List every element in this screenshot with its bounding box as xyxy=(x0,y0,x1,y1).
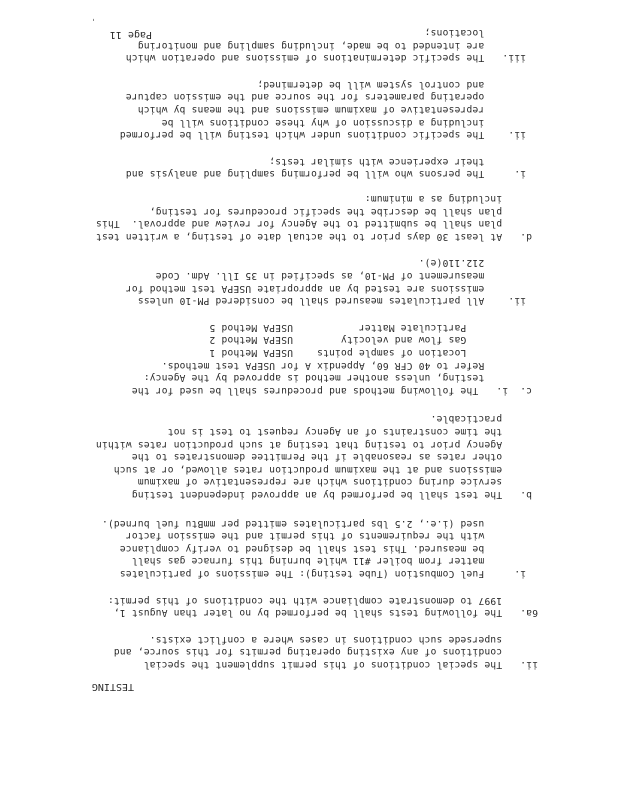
text-line: including as a minimum: xyxy=(364,193,538,204)
text-line: supersede such conditions in cases where a conflict exists. xyxy=(149,633,538,645)
text-line: ii. The specific conditions under which testing will be performed xyxy=(119,129,538,141)
section-heading: TESTING xyxy=(91,681,134,692)
text-line: conditions of any existing operating permits for this source, and xyxy=(113,646,538,658)
text-line: plan shall be describe the specific procedures for testing, xyxy=(149,205,538,217)
text-line: Refer to 40 CFR 60, Appendix A for USEPA test methods. xyxy=(161,359,538,371)
text-line: including a discussion of why these conditions will be xyxy=(161,116,538,128)
text-line: emissions are tested by an appropriate USEPA test method for xyxy=(125,282,538,294)
text-line: 6a. The following tests shall be performed by no later than August 1, xyxy=(113,607,538,619)
text-line: testing, unless another method is approved by the Agency: xyxy=(143,372,538,384)
text-line: service during conditions which are representative of maximum xyxy=(137,476,538,488)
text-line: their experience with similar tests; xyxy=(269,155,538,167)
text-line: i. The persons who will be performing sampling and analysis and xyxy=(125,168,538,180)
text-line: c. i. The following methods and procedures shall be used for the xyxy=(131,384,538,396)
text-line: iii. The specific determinations of emissions and operation which xyxy=(125,52,538,64)
text-line: locations; xyxy=(424,27,538,38)
text-line: Location of sample points USEPA Method 1 xyxy=(209,347,538,358)
text-line: Gas flow and velocity USEPA Method 2 xyxy=(209,334,538,346)
text-line: the time constraints of an Agency request to test is not xyxy=(167,426,538,437)
text-line: d. At least 30 days prior to the actual date of testing, a written test xyxy=(95,230,538,242)
text-line: plan shall be submitted to the Agency for review and approval. This xyxy=(95,218,538,230)
text-line: Agency prior to testing that testing at such production rates within xyxy=(95,438,538,450)
text-line: with the requirements of this permit and the emission factor xyxy=(125,530,538,542)
text-line: representative of maximum emissions and the means by which xyxy=(137,104,538,115)
text-line: be measured. This test shall be designed to verify compliance xyxy=(119,542,538,554)
text-line: Particulate Matter USEPA Method 5 xyxy=(209,321,538,333)
text-line: ii. The special conditions of this permit supplement the special xyxy=(143,659,538,670)
text-line: b. The test shall be performed by an approved independent testing xyxy=(131,489,538,500)
text-line: used (i.e., 2.5 lbs particulates emitted per mmBtu fuel burned). xyxy=(101,517,538,529)
text-line: 1997 to demonstrate compliance with the conditions of this permit: xyxy=(107,594,538,606)
text-line: other rates as reasonable if the Permittee demonstrates to the xyxy=(131,451,538,463)
page-mark: ' xyxy=(91,13,96,22)
text-line: emissions and at the maximum production rates allowed, or at such xyxy=(113,463,538,475)
text-line: 212.110(e). xyxy=(418,257,538,269)
page-header: Page 11 xyxy=(109,29,152,40)
text-line: practicable. xyxy=(430,413,538,425)
text-line: are intended to be made, including sampling and monitoring xyxy=(137,39,538,51)
text-line: ii. All particulates measured shall be considered PM-10 unless xyxy=(137,295,538,307)
text-line: i. Fuel Combustion (Tube testing): The emissions of particulates xyxy=(119,568,538,579)
text-line: operating parameters for the source and the emission capture xyxy=(125,91,538,103)
text-line: and control system will be determined; xyxy=(257,78,538,90)
text-line: measurement of PM-10, as specified in 35 Ill. Adm. Code xyxy=(155,270,538,281)
text-line: matter from boiler #11 while burning this furnace gas shall xyxy=(131,555,538,567)
